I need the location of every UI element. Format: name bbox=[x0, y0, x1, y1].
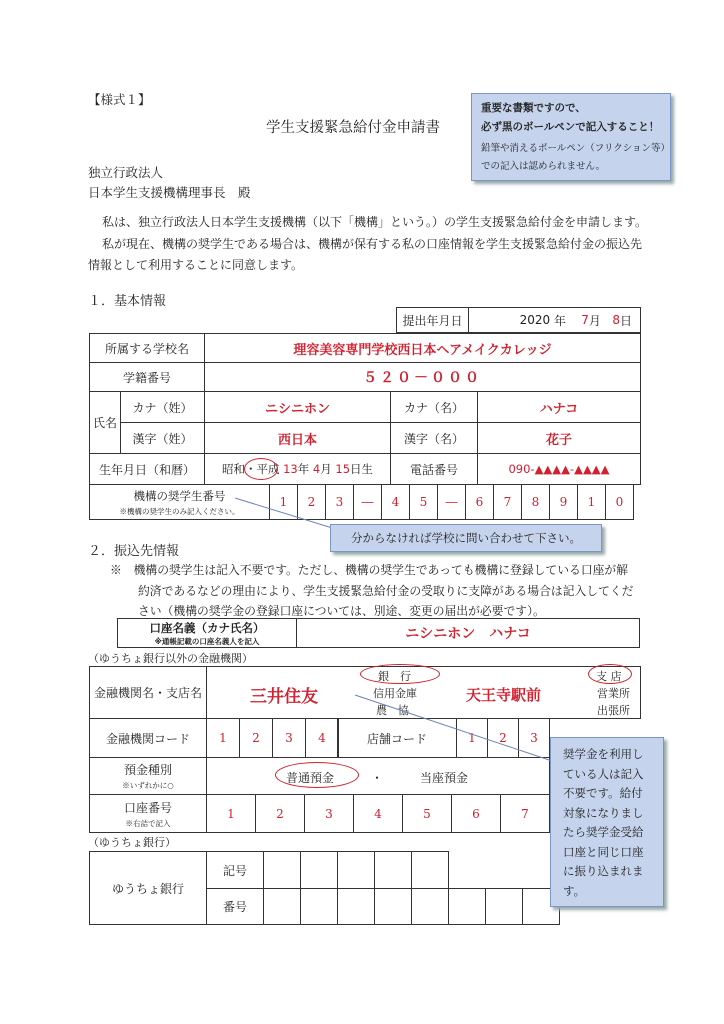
kanji-sei-label: 漢字（姓） bbox=[120, 422, 205, 454]
intro-paragraph-2-line1: 私が現在、機構の奨学生である場合は、機構が保有する私の口座情報を学生支援緊急給付金の振込先 bbox=[102, 237, 643, 251]
section2-heading: ２．振込先情報 bbox=[88, 544, 180, 559]
branch-type-shucchojo: 出張所 bbox=[597, 704, 630, 717]
page-title: 学生支援緊急給付金申請書 bbox=[266, 120, 440, 136]
section2-note-line2: 約済であるなどの理由により、学生支援緊急給付金の受取りに支障がある場合は記入してくだ bbox=[138, 584, 634, 598]
birth-field[interactable]: 昭和 ・ 平成 13 年 4 月 15 日生 bbox=[204, 453, 391, 485]
kana-mei-field[interactable]: ハナコ bbox=[477, 391, 641, 423]
phone-field[interactable]: 090-▲▲▲▲-▲▲▲▲ bbox=[477, 453, 641, 485]
account-digit-cell[interactable]: 2 bbox=[255, 794, 305, 833]
school-label: 所属する学校名 bbox=[89, 333, 205, 363]
yucho-bango-cell[interactable] bbox=[485, 888, 523, 925]
student-no-label: 学籍番号 bbox=[89, 362, 205, 392]
account-digit-cell[interactable]: 4 bbox=[353, 794, 403, 833]
student-no-field[interactable]: ５２０－０００ bbox=[204, 362, 641, 392]
bango-label: 番号 bbox=[206, 888, 264, 925]
kanji-sei-field[interactable]: 西日本 bbox=[204, 422, 391, 454]
scholar-digit-cell[interactable]: 7 bbox=[493, 484, 522, 520]
scholar-digit-cell[interactable]: 8 bbox=[521, 484, 550, 520]
addressee-line1: 独立行政法人 bbox=[88, 165, 164, 180]
yucho-kigo-cell[interactable] bbox=[411, 851, 449, 889]
holder-label: 口座名義（カナ氏名） ※通帳記載の口座名義人を記入 bbox=[117, 618, 297, 648]
bank-code-digit-cell[interactable]: 4 bbox=[305, 718, 339, 758]
scholar-digit-cell[interactable]: 0 bbox=[605, 484, 634, 520]
scholar-digit-cell[interactable]: 5 bbox=[409, 484, 438, 520]
account-label: 口座番号 ※右詰で記入 bbox=[89, 794, 207, 833]
yucho-bango-cell[interactable] bbox=[448, 888, 486, 925]
heisei-circle-mark bbox=[244, 458, 278, 480]
bank-code-digit-cell[interactable]: 1 bbox=[206, 718, 240, 758]
phone-label: 電話番号 bbox=[390, 453, 478, 485]
kanji-mei-field[interactable]: 花子 bbox=[477, 422, 641, 454]
scholar-digit-cell[interactable]: ― bbox=[437, 484, 466, 520]
bank-label: 金融機関名・支店名 bbox=[89, 666, 207, 719]
yucho-kigo-cell[interactable] bbox=[337, 851, 375, 889]
branch-circle-mark bbox=[588, 664, 632, 684]
branch-type-shiten: 支 店 bbox=[596, 670, 622, 683]
scholar-digit-cell[interactable]: 1 bbox=[577, 484, 606, 520]
intro-paragraph-1: 私は、独立行政法人日本学生支援機構（以下「機構」という。）の学生支援緊急給付金を申請します。 bbox=[102, 215, 648, 229]
scholar-digit-cell[interactable]: 4 bbox=[381, 484, 410, 520]
ordinary-circle-mark bbox=[275, 762, 359, 788]
scholar-digit-cell[interactable]: 9 bbox=[549, 484, 578, 520]
submit-date-field[interactable]: 2020 年 7 月 8 日 bbox=[468, 307, 641, 333]
yucho-bango-cell[interactable] bbox=[337, 888, 375, 925]
callout-ask-school: 分からなければ学校に問い合わせて下さい。 bbox=[330, 524, 602, 552]
yucho-bango-cell[interactable] bbox=[300, 888, 338, 925]
account-digit-cell[interactable]: 3 bbox=[304, 794, 354, 833]
bank-type-bank: 銀 行 bbox=[378, 670, 411, 683]
branch-code-digit-cell[interactable]: 1 bbox=[456, 718, 488, 758]
intro-paragraph-2-line2: 情報として利用することに同意します。 bbox=[88, 258, 304, 272]
holder-field[interactable]: ニシニホン ハナコ bbox=[296, 618, 640, 648]
bank-code-digit-cell[interactable]: 3 bbox=[272, 718, 306, 758]
bank-type-shinkin: 信用金庫 bbox=[373, 687, 417, 700]
account-digit-cell[interactable]: 6 bbox=[451, 794, 501, 833]
branch-code-digit-cell[interactable]: 3 bbox=[518, 718, 550, 758]
branch-code-digit-cell[interactable]: 2 bbox=[487, 718, 519, 758]
bank-circle-mark bbox=[360, 664, 440, 684]
section1-heading: １．基本情報 bbox=[88, 294, 167, 309]
kana-sei-field[interactable]: ニシニホン bbox=[204, 391, 391, 423]
deposit-label: 預金種別 ※いずれかに○ bbox=[89, 757, 207, 795]
yucho-kigo-cell[interactable] bbox=[300, 851, 338, 889]
yucho-bango-cell[interactable] bbox=[263, 888, 301, 925]
yucho-bango-cell[interactable] bbox=[411, 888, 449, 925]
bank-code-digit-cell[interactable]: 2 bbox=[239, 718, 273, 758]
other-banks-caption: （ゆうちょ銀行以外の金融機関） bbox=[88, 652, 253, 665]
kanji-mei-label: 漢字（名） bbox=[390, 422, 478, 454]
section2-note-line3: さい（機構の奨学金の登録口座については、別途、変更の届出が必要です）。 bbox=[138, 604, 545, 618]
yucho-bango-cell[interactable] bbox=[374, 888, 412, 925]
kana-sei-label: カナ（姓） bbox=[120, 391, 205, 423]
section2-note-line1: ※ 機構の奨学生は記入不要です。ただし、機構の奨学生であっても機構に登録している口座が解 bbox=[110, 563, 629, 577]
kana-mei-label: カナ（名） bbox=[390, 391, 478, 423]
bank-name-value: 三井住友 bbox=[250, 687, 318, 707]
branch-type-eigyosho: 営業所 bbox=[597, 687, 630, 700]
branch-name-value: 天王寺駅前 bbox=[466, 686, 542, 704]
yucho-kigo-cell[interactable] bbox=[374, 851, 412, 889]
account-digit-cell[interactable]: 7 bbox=[500, 794, 550, 833]
bank-type-nokyo: 農 協 bbox=[376, 704, 409, 717]
scholar-no-label: 機構の奨学生番号 ※機構の奨学生のみ記入ください。 bbox=[89, 484, 270, 520]
form-code: 【様式１】 bbox=[88, 92, 151, 107]
birth-label: 生年月日（和暦） bbox=[89, 453, 205, 485]
scholar-digit-cell[interactable]: 6 bbox=[465, 484, 494, 520]
scholar-digit-cell[interactable]: 3 bbox=[325, 484, 354, 520]
account-digit-cell[interactable]: 5 bbox=[402, 794, 452, 833]
submit-date-label: 提出年月日 bbox=[396, 307, 469, 333]
deposit-current: 当座預金 bbox=[420, 771, 469, 785]
deposit-ordinary: 普通預金 bbox=[286, 771, 335, 785]
yucho-caption: （ゆうちょ銀行） bbox=[88, 836, 176, 849]
addressee-line2: 日本学生支援機構理事長 殿 bbox=[88, 185, 251, 200]
bank-code-label: 金融機関コード bbox=[89, 718, 207, 758]
yucho-label: ゆうちょ銀行 bbox=[89, 851, 207, 925]
pen-notice-box: 重要な書類ですので、 必ず黒のボールペンで記入すること！ 鉛筆や消えるボールペン（フリクション等） での記入は認められません。 bbox=[471, 93, 671, 181]
scholar-digit-cell[interactable]: ― bbox=[353, 484, 382, 520]
scholar-digit-cell[interactable]: 2 bbox=[297, 484, 326, 520]
school-field[interactable]: 理容美容専門学校西日本ヘアメイクカレッジ bbox=[204, 333, 641, 363]
name-label: 氏名 bbox=[89, 391, 121, 454]
callout-scholarship-account: 奨学金を利用し ている人は記入 不要です。給付 対象になりまし たら奨学金受給 口座と同じ口座 に振り込まれま す。 bbox=[550, 737, 664, 907]
account-digit-cell[interactable]: 1 bbox=[206, 794, 256, 833]
deposit-separator: ・ bbox=[371, 771, 384, 785]
callout2-pointer bbox=[350, 690, 560, 770]
scholar-digit-cell[interactable]: 1 bbox=[269, 484, 298, 520]
yucho-kigo-cell[interactable] bbox=[263, 851, 301, 889]
branch-code-label: 店舗コード bbox=[337, 718, 457, 758]
kigo-label: 記号 bbox=[206, 851, 264, 889]
